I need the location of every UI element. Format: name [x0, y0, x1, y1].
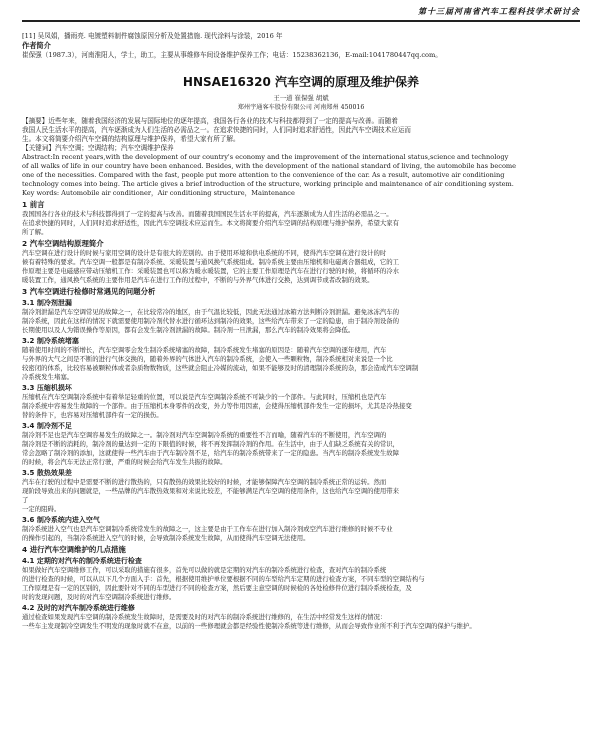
- byline: 王一道 崔保强 胡斌: [273, 94, 329, 102]
- body-line: 压缩机在汽车空调制冷系统中有着举足轻重的位置，可以说是汽车空调制冷系统不可缺少的一个部件。与此同时，压缩机也是汽车: [22, 393, 387, 401]
- subsection-heading: 3.4 制冷剂不足: [22, 422, 72, 430]
- body-line: 常会忽略了制冷剂的添加，这就使得一些汽车由于汽车制冷剂不足，给汽车的制冷系统带来了一定的隐患。当汽车的制冷系统发生故障: [22, 449, 400, 457]
- article-title: HNSAE16320 汽车空调的原理及维护保养: [182, 75, 420, 89]
- body-line: 所了解。: [22, 228, 48, 236]
- body-line: 如果做好汽车空调维修工作，可以采取的措施有很多，首先可以做的就是定期的对汽车的制冷系统进行检查，查对汽车的制冷系统: [22, 566, 387, 574]
- abstract-en-line: one of the necessities. Compared with the fast, people put more attention to the convenience of the car. As a result, automotive air conditioning: [22, 171, 505, 179]
- subsection-heading: 3.5 散热效果差: [22, 469, 72, 477]
- section-heading: 3 汽车空调进行检修时常遇见的问题分析: [22, 287, 156, 296]
- body-line: 制冷系统中容易发生故障的一个部件。由于压缩机本身零件的改变，外力等作用因素，会使得压缩机部件发生一定的损坏，尤其是冷热接变: [22, 402, 412, 410]
- subsection-heading: 4.2 及时的对汽车制冷系统进行维修: [22, 604, 135, 612]
- article-body: [22, 200, 580, 631]
- abstract-zh-line: 生。本文将简要介绍汽车空调的结构原理与维护保养，希望大家有所了解。: [22, 135, 240, 143]
- body-line: 较密闭的体系，比较容易被颗粒体或者杂质物数物质，这些就会阻止冷媒的流动，如果不能够及时的清理制冷系统的杂，那会造成汽车空调制: [22, 364, 419, 372]
- body-line: 与外界的大气之间是不断的进行气体交换的，随着外界的气体进入汽车的制冷系统，会使入一些颗粒物，制冷系统相对来说是一个比: [22, 355, 393, 363]
- body-line: 我国国各行各业的技术与科技都得到了一定的提高与改善。而随着我国国民生活水平的提高，汽车逐渐成为人们生活的必需品之一。: [22, 210, 393, 218]
- body-line: 作原理主要是电磁感应带动压缩机工作：采暖装置也可以称为暖水暖装置，它的主要工作原理是汽车在进行行驶的时候，将循环的冷水: [22, 267, 400, 275]
- body-line: 制冷剂是不断的消耗的，制冷剂的量达到一定的下限值的时候，将不再发挥制冷剂的作用。在生活中，由于人们缺乏系统有关的常识，: [22, 440, 400, 448]
- abstract-en: [22, 153, 580, 198]
- body-line: 候有着特殊的要求。汽车空调一般都是有制冷系统、采暖装置与通风换气系统组成。制冷系统主要由压缩机和电磁离合器组成，它的工: [22, 258, 400, 266]
- body-line: 替的条件下，也容易对压缩机部件有一定的损伤。: [22, 411, 163, 419]
- subsection-heading: 4.1 定期的对汽车的制冷系统进行检查: [22, 557, 142, 565]
- body-line: 的进行检查的时候，可以从以下几个方面入手：首先，根据使用维护单位要根据不同的车型给汽车定期的进行检查方案，不同车型的空调结构与: [22, 575, 425, 583]
- body-line: 制冷剂泄漏是汽车空调常见的故障之一，在比较常冷的地区，由于气温比较低，因此无法通过冰箱方法判断冷剂泄漏。避免冰冻汽车的: [22, 308, 400, 316]
- subsection-heading: 3.3 压缩机损坏: [22, 384, 72, 392]
- body-line: 一些车主发现制冷空调发生不明发的现象时就不在意，以前的一些修理就会都是经验性使制冷系统等进行维修，从而会导致作业所不利于汽车空调的保护与维护。: [22, 622, 476, 630]
- body-line: 冷系统发生堵塞。: [22, 373, 74, 381]
- body-line: 长期使用以及人为错误操作等原因，都有会发生制冷剂泄漏的故障。制冷剂一旦泄漏，那么汽车的制冷效果将会降低。: [22, 326, 355, 334]
- body-line: 随着使用时间的不断增长，汽车空调零会发生制冷系统堵塞的故障，制冷系统发生堵塞的原因是：随着汽车空调的逐年使用，汽车: [22, 346, 387, 354]
- body-line: 通过检查如果发现汽车空调的制冷系统发生故障时，是需要及时的对汽车的制冷系统进行维修的，在生活中经常发生这样的情况：: [22, 613, 387, 621]
- body-line: 时的发现问题，及时的对汽车空调制冷系统进行维修。: [22, 593, 176, 601]
- body-line: 现阶段导致出来的问题就是，一些品牌的汽车散热效果和对来说比较差，不能够满足汽车空调的使用条件，这也给汽车空调的使用带来: [22, 487, 400, 495]
- author-label: 作者简介: [22, 41, 51, 50]
- body-line: 工作原理是有一定的区别的，因此要针对不同的车型进行不同的检查方案，然后要主意空调的时候检的各处检修件位进行制冷系统检查，及: [22, 584, 412, 592]
- body-line: 的时候，将会汽车无法正常行驶，严重的时候会给汽车发生共振的故障。: [22, 458, 227, 466]
- keywords-zh: 【关键词】汽车空调；空调结构；汽车空调维护保养: [22, 144, 174, 152]
- keywords-en: Key words: Automobile air conditioner，Air conditioning structure，Maintenance: [22, 189, 295, 197]
- section-heading: 4 进行汽车空调维护的几点措施: [22, 545, 126, 554]
- abstract-zh-line: 【摘要】近些年来，随着我国经济的发展与国际地位的逐年提高，我国各行各业的技术与科技都得到了一定的提高与改善。而随着: [22, 117, 398, 125]
- abstract-en-line: Abstract:In recent years,with the development of our country's economy and the improvement of the international status,science and technology: [22, 153, 509, 161]
- body-line: 汽车在行驶的过程中是需要不断的进行散热的，只有散热的效果比较好的时候，才能够保障汽车空调的制冷系统正常的运转。然而: [22, 478, 387, 486]
- abstract-en-line: technology comes into being. The article gives a brief introduction of the structure, working principle and maintenance of air conditioning system.: [22, 180, 514, 188]
- body-line: 制冷系统，因此在这样的情况下就需要使用制冷剂代替水进行循环达到制冷的效果，这些给汽车带来了一定的隐患，由于制冷剂设备的: [22, 317, 400, 325]
- subsection-heading: 3.6 制冷系统内进入空气: [22, 516, 100, 524]
- abstract-en-line: of all walks of life in our country have been enhanced. Besides, with the development of the national standard of living, the automobile has become: [22, 162, 517, 170]
- body-line: 暖装置工作，通风换气系统的主要作用是汽车在进行工作的过程中，不断的与外界气体进行交换，达到调节或者改制的效果。: [22, 276, 374, 284]
- body-line: 一定的阻碍。: [22, 505, 61, 513]
- body-line: 在追求快捷的同时，人们同时追求舒适性，因此汽车空调技术应运而生。本文将简要介绍汽车空调的结构原理与维护保养，希望大家有: [22, 219, 400, 227]
- subsection-heading: 3.1 制冷剂泄漏: [22, 299, 72, 307]
- section-heading: 2 汽车空调结构原理简介: [22, 239, 104, 248]
- running-head: 第十三届河南省汽车工程科技学术研讨会: [22, 6, 580, 22]
- body-line: 制冷剂不足也是汽车空调容易发生的故障之一。制冷剂对汽车空调制冷系统的重要性不言而喻，随着汽车的不断使用，汽车空调的: [22, 431, 387, 439]
- body-line: 制冷系统进入空气也是汽车空调制冷系统常发生的故障之一，这主要是由于工作车在进行加入制冷剂或空汽车进行维修的时候不专业: [22, 525, 393, 533]
- subsection-heading: 3.2 制冷系统堵塞: [22, 337, 79, 345]
- reference-entry: [11] 吴凤娟，播雨亮. 电镀塑料制件腐蚀原因分析及处置措施. 现代涂料与涂装，2016 年: [22, 32, 283, 40]
- abstract-zh: [22, 117, 580, 153]
- affiliation: 郑州宇通客车股份有限公司 河南郑州 450016: [237, 104, 365, 111]
- body-line: 汽车空调在进行设计的时候与家用空调的设计是有很大的差别的。由于使用环境和供电系统的不同，使得汽车空调在进行设计的时: [22, 249, 387, 257]
- body-line: 的操作引起的，当制冷系统进入空气的时候，会导致制冷系统发生故障，从而使得汽车空调无法使用。: [22, 534, 310, 542]
- section-heading: 1 前言: [22, 200, 45, 209]
- front-matter: [22, 32, 580, 60]
- abstract-zh-line: 我国人民生活水平的提高，汽车逐渐成为人们生活的必需品之一。在追求快捷的同时，人们同时追求舒适性，因此汽车空调技术应运而: [22, 126, 412, 134]
- body-line: 了: [22, 496, 29, 504]
- author-bio: 崔保强（1987.3），河南淮阳人，学士，助工，主要从事维修车间设备维护保养工作；电话：15238362136，E-mail:1041780447qq.com。: [22, 51, 442, 59]
